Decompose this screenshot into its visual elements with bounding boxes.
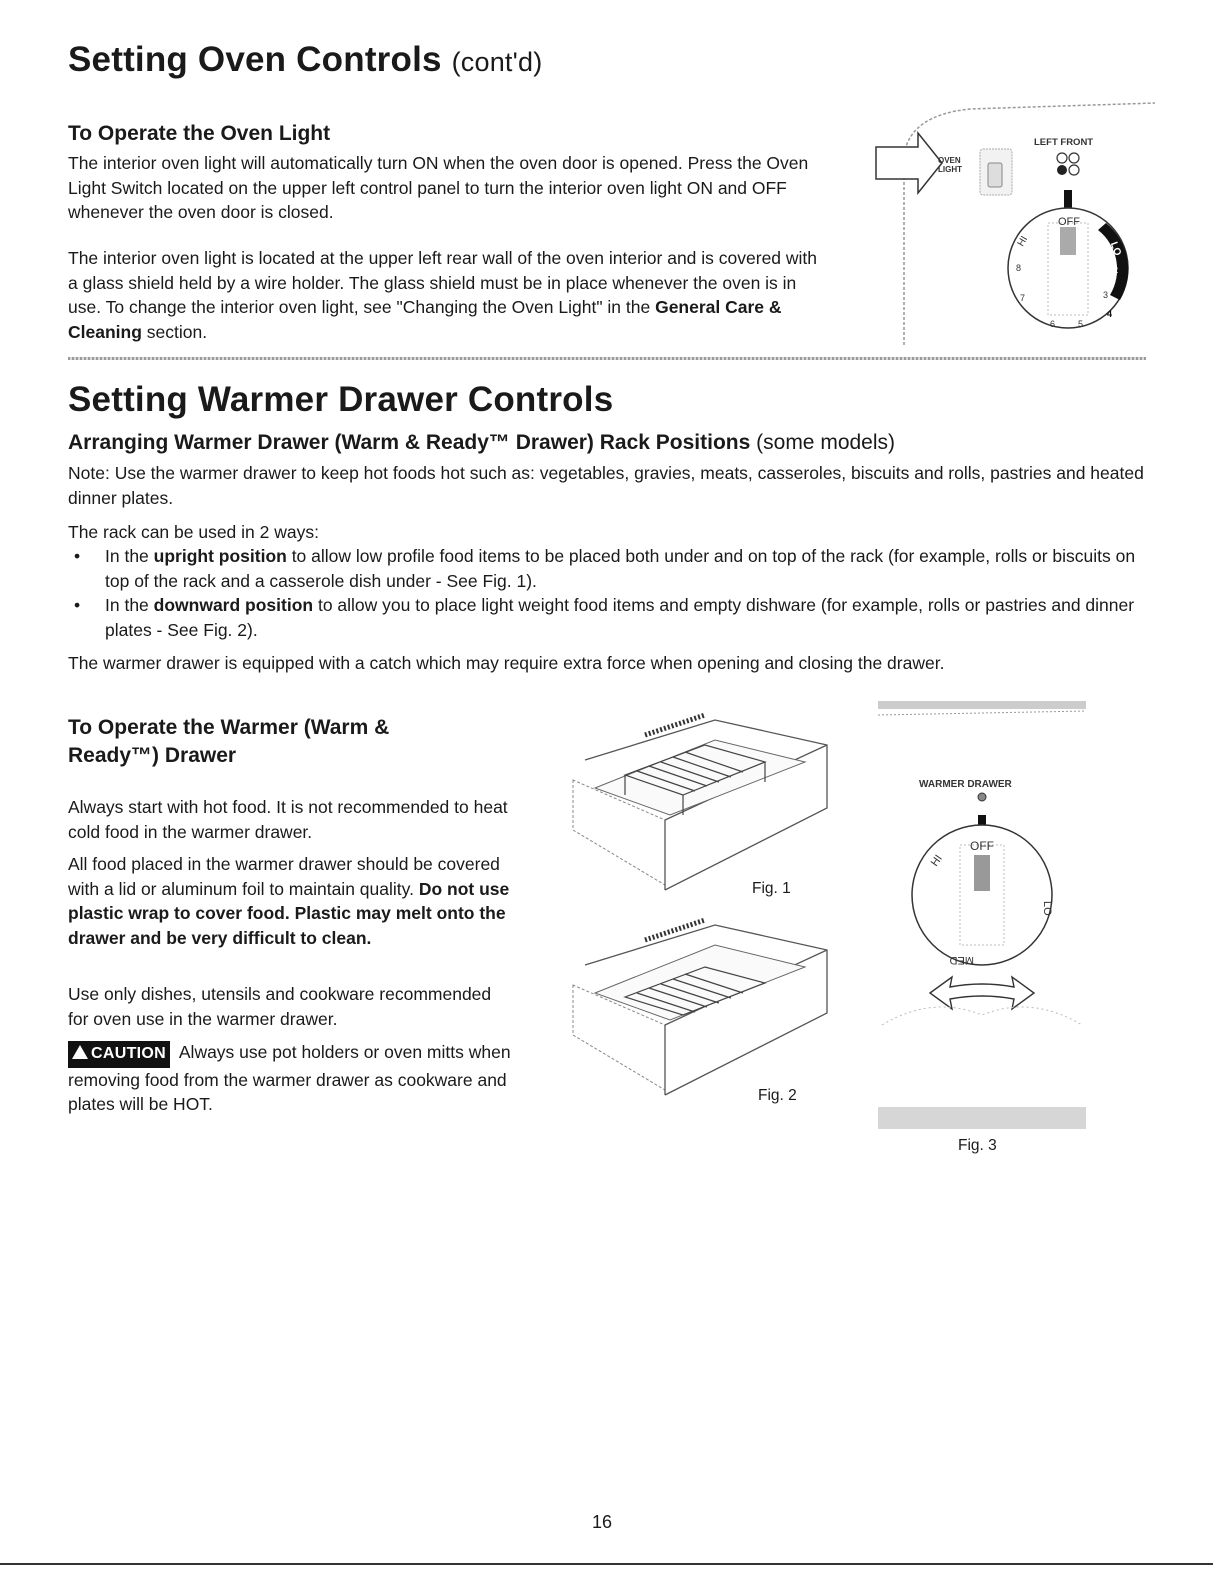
oven-light-para2-a: The interior oven light is located at the upper left rear wall of the oven interior and is covered with a glass shield held by a wire holder. The glass shield must be in place whenever the oven is in use. To change the interior oven light, see "Changing the Oven Light" in the <box>68 248 818 317</box>
knob-marker-icon <box>974 855 990 891</box>
rack-positions-heading <box>68 431 895 455</box>
oven-light-para2-b: section. <box>141 321 208 342</box>
fig2-caption: Fig. 2 <box>758 1087 797 1104</box>
warmer-knob-figure <box>872 695 1092 1135</box>
bullet-bold: downward position <box>153 595 314 615</box>
burner-indicator-icon <box>1069 153 1079 163</box>
caution-badge <box>68 1041 170 1068</box>
panel-bottom-edge <box>878 1107 1086 1129</box>
knob-marker-icon <box>1060 227 1076 255</box>
drawer-fig2-illustration <box>565 905 835 1100</box>
burner-indicator-icon <box>1057 165 1067 175</box>
rotate-arrow-icon <box>930 977 1034 1009</box>
knob-8-label: 8 <box>1016 263 1022 273</box>
knob-lo-label: LO <box>1107 240 1123 258</box>
bullet-dot: • <box>74 546 81 566</box>
rack-positions-heading-main: Arranging Warmer Drawer (Warm & Ready™ Drawer) Rack Positions <box>68 431 751 454</box>
panel-top-edge <box>878 701 1086 709</box>
drawer-fig1-illustration <box>565 700 835 895</box>
oven-light-figure <box>870 95 1160 355</box>
plastic-wrap-warning: Do not use plastic wrap to cover food. Plastic may melt onto the drawer and be very difficult to clean. <box>68 878 510 948</box>
warmer-drawer-title: Setting Warmer Drawer Controls <box>68 380 614 419</box>
switch-rocker <box>988 163 1002 187</box>
knob-3-label: 3 <box>1103 290 1109 300</box>
bullet-text: to allow you to place light weight food items and empty dishware (for example, rolls or pastries and dinner plates - See Fig. 2). <box>105 595 1135 640</box>
warmer-off-label: OFF <box>970 839 994 853</box>
page-number: 16 <box>592 1512 613 1532</box>
operate-warmer-para3: Use only dishes, utensils and cookware recommended for oven use in the warmer drawer. <box>68 984 492 1029</box>
hand-outline <box>882 1007 1082 1025</box>
bullet-dot: • <box>74 595 81 615</box>
warmer-hi-label: HI <box>928 852 945 869</box>
page-bottom-rule <box>0 1563 1213 1565</box>
general-care-ref: General Care & Cleaning <box>68 297 782 342</box>
bullet-text: to allow low profile food items to be placed both under and on top of the rack (for example, rolls or biscuits on top of the rack and a casserole dish under - See Fig. 1). <box>105 546 1136 591</box>
fig3-caption: Fig. 3 <box>958 1137 997 1154</box>
section-divider <box>68 357 1146 360</box>
warmer-lo-label: LO <box>1041 901 1053 916</box>
rack-intro: The rack can be used in 2 ways: <box>68 522 319 542</box>
oven-light-heading: To Operate the Oven Light <box>68 122 331 145</box>
panel-line <box>878 711 1086 715</box>
fig1-caption: Fig. 1 <box>752 880 791 897</box>
oven-light-para1: The interior oven light will automatically turn ON when the oven door is opened. Press the Oven Light Switch located on the upper left control panel to turn the interior oven light ON and OFF whenever the oven door is closed. <box>68 153 809 222</box>
operate-warmer-para2 <box>68 852 523 950</box>
bullet-bold: upright position <box>153 546 287 566</box>
page-title <box>68 40 542 80</box>
burner-indicator-icon <box>1069 165 1079 175</box>
burner-indicator-icon <box>1057 153 1067 163</box>
oven-light-para2 <box>68 246 828 344</box>
bullet-text: In the <box>105 546 154 566</box>
knob-hi-label: HI <box>1015 234 1031 249</box>
page-title-suffix: (cont'd) <box>451 47 543 77</box>
warmer-med-label: MED <box>949 954 974 966</box>
drawer-floor <box>595 740 805 815</box>
knob-4-label: 4 <box>1107 309 1113 319</box>
catch-note: The warmer drawer is equipped with a catch which may require extra force when opening and closing the drawer. <box>68 653 945 673</box>
arrow-icon <box>876 133 942 193</box>
page-title-main: Setting Oven Controls <box>68 40 442 79</box>
knob-7-label: 7 <box>1020 293 1026 303</box>
warning-triangle-icon <box>72 1045 88 1059</box>
operate-warmer-para1: Always start with hot food. It is not recommended to heat cold food in the warmer drawer. <box>68 797 508 842</box>
caution-label: CAUTION <box>91 1045 166 1062</box>
warmer-drawer-label: WARMER DRAWER <box>919 779 1012 790</box>
left-front-label: LEFT FRONT <box>1034 137 1094 148</box>
rack-positions-heading-suffix: (some models) <box>756 431 896 454</box>
list-item <box>68 544 1148 593</box>
knob-off-label: OFF <box>1058 216 1080 228</box>
caution-text: Always use pot holders or oven mitts when removing food from the warmer drawer as cookware and plates will be HOT. <box>68 1042 511 1114</box>
indicator-light-icon <box>978 793 986 801</box>
knob-5-label: 5 <box>1078 319 1084 329</box>
warmer-note: Note: Use the warmer drawer to keep hot foods hot such as: vegetables, gravies, meats, casseroles, biscuits and rolls, pastries and heated dinner plates. <box>68 463 1144 508</box>
operate-warmer-para2-plain: All food placed in the warmer drawer should be covered with a lid or aluminum foil to maintain quality. <box>68 854 500 899</box>
oven-label: OVEN <box>938 156 961 165</box>
operate-warmer-heading: To Operate the Warmer (Warm & Ready™) Drawer <box>68 716 390 767</box>
caution-paragraph <box>68 1040 530 1117</box>
light-label: LIGHT <box>938 165 962 174</box>
knob-6-label: 6 <box>1050 319 1056 329</box>
rack-usage-list <box>68 544 1148 642</box>
knob-2-label: 2 <box>1113 265 1119 275</box>
list-item <box>68 593 1148 642</box>
bullet-text: In the <box>105 595 154 615</box>
